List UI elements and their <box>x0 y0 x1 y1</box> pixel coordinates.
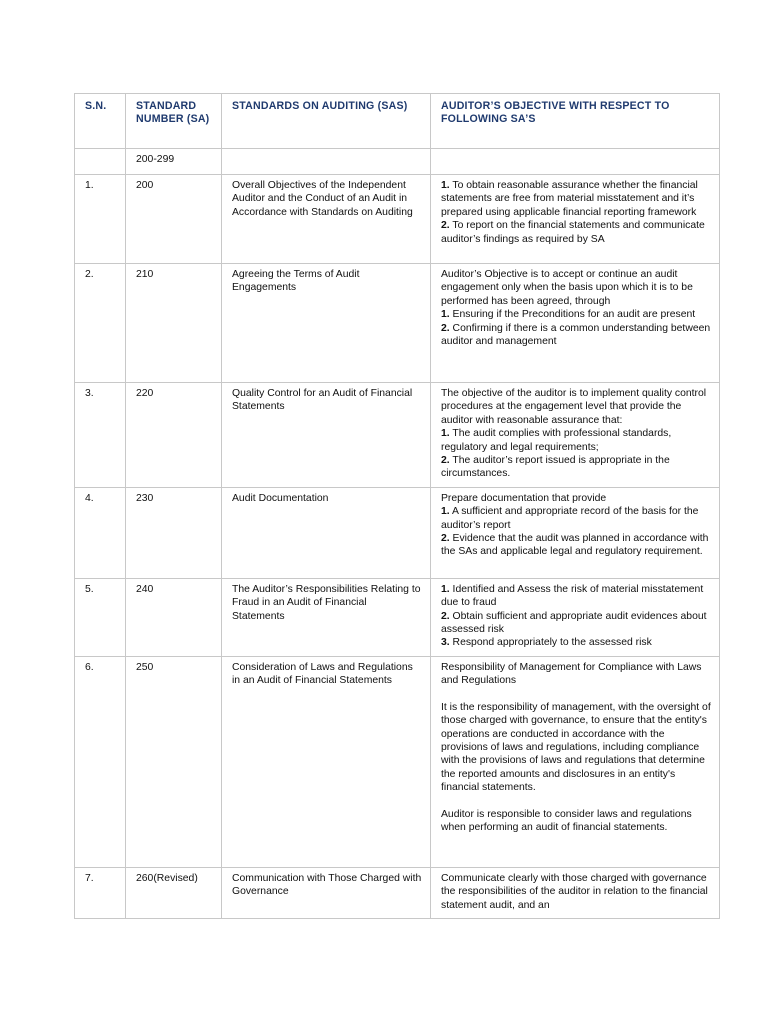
objective-paragraph: Communicate clearly with those charged with governance the responsibilities of the auditor in relation to the financial statement audit, and an <box>441 872 708 911</box>
objective-point <box>441 454 711 481</box>
row-number: 200 <box>126 175 222 264</box>
header-standards: STANDARDS ON AUDITING (SAS) <box>222 94 431 149</box>
point-number: 3. <box>441 637 450 649</box>
objective-point <box>441 308 711 321</box>
row-standard: Consideration of Laws and Regulations in an Audit of Financial Statements <box>222 656 431 867</box>
objective-intro: The objective of the auditor is to implement quality control procedures at the engagement level that provide the auditor with reasonable assurance that: <box>441 388 707 426</box>
objective-point <box>441 219 711 246</box>
range-row <box>75 149 720 175</box>
row-objective <box>431 867 720 918</box>
point-number: 1. <box>441 309 450 321</box>
row-number: 230 <box>126 487 222 578</box>
objective-intro: Auditor’s Objective is to accept or continue an audit engagement only when the basis upon which it is to be performed has been agreed, through <box>441 269 693 307</box>
row-sn: 3. <box>75 383 126 488</box>
row-standard: The Auditor’s Responsibilities Relating to Fraud in an Audit of Financial Statements <box>222 578 431 656</box>
row-number: 220 <box>126 383 222 488</box>
objective-paragraph: It is the responsibility of management, with the oversight of those charged with governance, to ensure that the entity's operations are conducted in accordance with the provisions of laws and regulations, including compliance with the provisions of laws and regulations that determine the reported amounts and disclosures in an entity's financial statements. <box>441 701 711 794</box>
row-sn: 6. <box>75 656 126 867</box>
row-sn: 4. <box>75 487 126 578</box>
point-text: Ensuring if the Preconditions for an audit are present <box>449 309 696 321</box>
point-number: 2. <box>441 220 450 232</box>
row-objective <box>431 578 720 656</box>
row-objective <box>431 264 720 383</box>
point-text: Identified and Assess the risk of material misstatement due to fraud <box>441 583 704 609</box>
objective-point <box>441 427 711 454</box>
point-text: Obtain sufficient and appropriate audit evidences about assessed risk <box>441 610 707 636</box>
row-objective <box>431 656 720 867</box>
point-text: Evidence that the audit was planned in accordance with the SAs and applicable legal and regulatory requirement. <box>441 533 709 558</box>
point-number: 1. <box>441 506 450 518</box>
table-row <box>75 175 720 264</box>
row-number: 260(Revised) <box>126 867 222 918</box>
point-text: Confirming if there is a common understanding between auditor and management <box>441 322 711 348</box>
row-standard: Communication with Those Charged with Governance <box>222 867 431 918</box>
objective-point <box>441 505 711 532</box>
row-objective <box>431 175 720 264</box>
table-row <box>75 487 720 578</box>
paragraph-spacer <box>441 795 711 808</box>
point-text: Respond appropriately to the assessed risk <box>449 637 652 649</box>
point-number: 2. <box>441 455 450 467</box>
objective-point <box>441 636 711 649</box>
objective-point <box>441 610 711 637</box>
objective-point <box>441 179 711 219</box>
table-header-row <box>75 94 720 149</box>
objective-point <box>441 322 711 349</box>
row-objective <box>431 487 720 578</box>
table-row <box>75 656 720 867</box>
row-number: 240 <box>126 578 222 656</box>
header-objective: AUDITOR’S OBJECTIVE WITH RESPECT TO FOLLOWING SA’S <box>431 94 720 149</box>
header-sn: S.N. <box>75 94 126 149</box>
point-text: The auditor’s report issued is appropriate in the circumstances. <box>441 455 670 480</box>
objective-intro: Prepare documentation that provide <box>441 492 607 504</box>
row-number: 250 <box>126 656 222 867</box>
row-sn: 7. <box>75 867 126 918</box>
row-objective <box>431 383 720 488</box>
row-number: 210 <box>126 264 222 383</box>
table-row <box>75 578 720 656</box>
paragraph-spacer <box>441 688 711 701</box>
point-text: The audit complies with professional standards, regulatory and legal requirements; <box>441 428 672 453</box>
auditing-standards-table <box>74 93 720 919</box>
row-sn: 5. <box>75 578 126 656</box>
row-sn: 2. <box>75 264 126 383</box>
range-label: 200-299 <box>126 149 222 175</box>
point-number: 2. <box>441 610 450 622</box>
table-row <box>75 867 720 918</box>
range-empty-cell <box>75 149 126 175</box>
point-number: 1. <box>441 180 450 191</box>
objective-point <box>441 583 711 610</box>
row-sn: 1. <box>75 175 126 264</box>
table-row <box>75 264 720 383</box>
objective-paragraph: Responsibility of Management for Compliance with Laws and Regulations <box>441 661 702 687</box>
range-empty-cell <box>431 149 720 175</box>
header-standard-number: STANDARD NUMBER (SA) <box>126 94 222 149</box>
point-text: To obtain reasonable assurance whether the financial statements are free from material misstatement and it’s prepared using applicable financial reporting framework <box>441 180 698 218</box>
row-standard: Quality Control for an Audit of Financial Statements <box>222 383 431 488</box>
point-number: 2. <box>441 322 450 334</box>
point-text: To report on the financial statements and communicate auditor’s findings as required by SA <box>441 220 705 245</box>
range-empty-cell <box>222 149 431 175</box>
row-standard: Agreeing the Terms of Audit Engagements <box>222 264 431 383</box>
point-number: 1. <box>441 428 450 440</box>
point-number: 1. <box>441 583 450 595</box>
row-standard: Overall Objectives of the Independent Auditor and the Conduct of an Audit in Accordance with Standards on Auditing <box>222 175 431 264</box>
objective-point <box>441 532 711 559</box>
point-number: 2. <box>441 533 450 545</box>
table-row <box>75 383 720 488</box>
objective-paragraph: Auditor is responsible to consider laws and regulations when performing an audit of financial statements. <box>441 808 692 833</box>
row-standard: Audit Documentation <box>222 487 431 578</box>
point-text: A sufficient and appropriate record of the basis for the auditor’s report <box>441 506 699 531</box>
